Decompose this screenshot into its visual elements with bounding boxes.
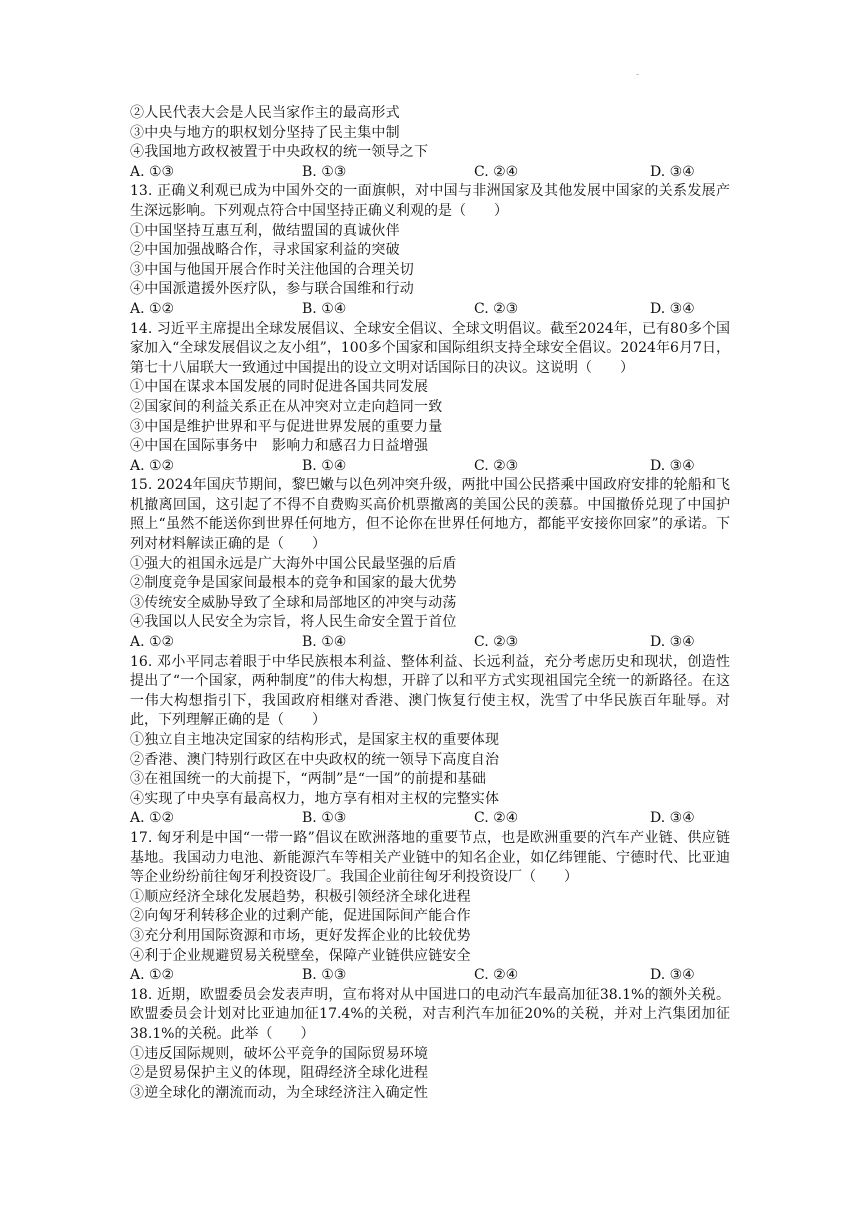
question-stem: 13. 正确义利观已成为中国外交的一面旗帜，对中国与非洲国家及其他发展中国家的关系发展产生深远影响。下列观点符合中国坚持正确义利观的是（ ） bbox=[130, 183, 730, 219]
question-stem: 16. 邓小平同志着眼于中华民族根本利益、整体利益、长远利益，充分考虑历史和现状，创造性提出了“一个国家，两种制度”的伟大构想，开辟了以和平方式实现祖国完全统一的新路径。在这一伟大构想指引下，我国政府相继对香港、澳门恢复行使主权，洗雪了中华民族百年耻辱。对此，下列理解正确的是（ ） bbox=[130, 653, 730, 729]
option-item: ③逆全球化的潮流而动，为全球经济注入确定性 bbox=[130, 1084, 429, 1101]
option-item: ②国家间的利益关系正在从冲突对立走向趋同一致 bbox=[130, 398, 443, 415]
choice-a: A. ①② bbox=[130, 300, 175, 317]
option-item: ③中国是维护世界和平与促进世界发展的重要力量 bbox=[130, 418, 443, 435]
option-item: ③中国与他国开展合作时关注他国的合理关切 bbox=[130, 261, 414, 278]
question-content bbox=[130, 104, 730, 1103]
choice-b: B. ①④ bbox=[302, 300, 347, 317]
choice-d: D. ③④ bbox=[650, 300, 695, 317]
option-item: ①顺应经济全球化发展趋势，积极引领经济全球化进程 bbox=[130, 888, 471, 905]
choice-a: A. ①② bbox=[130, 634, 175, 651]
question-stem: 17. 匈牙利是中国“一带一路”倡议在欧洲落地的重要节点，也是欧洲重要的汽车产业链、供应链基地。我国动力电池、新能源汽车等相关产业链中的知名企业，如亿纬锂能、宁德时代、比亚迪等企业纷纷前往匈牙利投资设厂。我国企业前往匈牙利投资设厂（ ） bbox=[130, 829, 730, 886]
choice-a: A. ①② bbox=[130, 810, 175, 827]
choice-b: B. ①④ bbox=[302, 457, 347, 474]
page-mark bbox=[636, 74, 639, 75]
option-item: ④利于企业规避贸易关税壁垒，保障产业链供应链安全 bbox=[130, 947, 471, 964]
option-item: ④中国派遣援外医疗队，参与联合国维和行动 bbox=[130, 281, 414, 298]
option-item: ①违反国际规则，破坏公平竞争的国际贸易环境 bbox=[130, 1045, 429, 1062]
answer-choices bbox=[130, 300, 730, 320]
choice-c: C. ②④ bbox=[474, 810, 519, 827]
option-item: ③充分利用国际资源和市场，更好发挥企业的比较优势 bbox=[130, 927, 471, 944]
question-stem: 14. 习近平主席提出全球发展倡议、全球安全倡议、全球文明倡议。截至2024年，已有80多个国家加入“全球发展倡议之友小组”，100多个国家和国际组织支持全球安全倡议。2024年6月7日，第七十八届联大一致通过中国提出的设立文明对话国际日的决议。这说明（ ） bbox=[130, 320, 730, 376]
answer-choices bbox=[130, 809, 730, 829]
choice-b: B. ①③ bbox=[302, 967, 347, 984]
choice-c: C. ②③ bbox=[474, 457, 519, 474]
option-item: ③传统安全威胁导致了全球和局部地区的冲突与动荡 bbox=[130, 594, 457, 611]
answer-choices bbox=[130, 633, 730, 653]
question-stem: 18. 近期，欧盟委员会发表声明，宣布将对从中国进口的电动汽车最高加征38.1%的额外关税。欧盟委员会计划对比亚迪加征17.4%的关税，对吉利汽车加征20%的关税，并对上汽集团加征38.1%的关税。此举（ ） bbox=[130, 986, 730, 1042]
choice-d: D. ③④ bbox=[650, 810, 695, 827]
choice-b: B. ①③ bbox=[302, 810, 347, 827]
choice-c: C. ②④ bbox=[474, 967, 519, 984]
answer-choices bbox=[130, 163, 730, 183]
option-item: ①独立自主地决定国家的结构形式，是国家主权的重要体现 bbox=[130, 732, 500, 748]
option-item: ④我国地方政权被置于中央政权的统一领导之下 bbox=[130, 144, 429, 161]
choice-a: A. ①② bbox=[130, 457, 175, 474]
option-item: ②中国加强战略合作，寻求国家利益的突破 bbox=[130, 242, 400, 259]
choice-d: D. ③④ bbox=[650, 634, 695, 651]
option-item: ①中国坚持互惠互利，做结盟国的真诚伙伴 bbox=[130, 222, 400, 239]
option-item: ④中国在国际事务中 影响力和感召力日益增强 bbox=[130, 438, 429, 455]
option-item: ②人民代表大会是人民当家作主的最高形式 bbox=[130, 105, 400, 121]
option-item: ②向匈牙利转移企业的过剩产能，促进国际间产能合作 bbox=[130, 908, 471, 925]
option-item: ④实现了中央享有最高权力，地方享有相对主权的完整实体 bbox=[130, 790, 500, 807]
choice-a: A. ①③ bbox=[130, 163, 175, 180]
option-item: ④我国以人民安全为宗旨，将人民生命安全置于首位 bbox=[130, 614, 457, 631]
question-stem: 15. 2024年国庆节期间，黎巴嫩与以色列冲突升级，两批中国公民搭乘中国政府安排的轮船和飞机撤离回国，这引起了不得不自费购买高价机票撤离的美国公民的羡慕。中国撤侨兑现了中国护照上“虽然不能送你到世界任何地方，但不论你在世界任何地方，都能平安接你回家”的承诺。下列对材料解读正确的是（ ） bbox=[130, 477, 730, 553]
choice-c: C. ②③ bbox=[474, 634, 519, 651]
choice-d: D. ③④ bbox=[650, 967, 695, 984]
option-item: ②是贸易保护主义的体现，阻碍经济全球化进程 bbox=[130, 1065, 429, 1082]
choice-b: B. ①③ bbox=[302, 163, 347, 180]
choice-a: A. ①② bbox=[130, 967, 175, 984]
choice-c: C. ②③ bbox=[474, 300, 519, 317]
option-item: ①强大的祖国永远是广大海外中国公民最坚强的后盾 bbox=[130, 555, 457, 572]
option-item: ②制度竞争是国家间最根本的竞争和国家的最大优势 bbox=[130, 575, 457, 592]
option-item: ③中央与地方的职权划分坚持了民主集中制 bbox=[130, 124, 400, 141]
option-item: ③在祖国统一的大前提下，“两制”是“一国”的前提和基础 bbox=[130, 771, 487, 788]
option-item: ①中国在谋求本国发展的同时促进各国共同发展 bbox=[130, 379, 429, 396]
choice-b: B. ①④ bbox=[302, 634, 347, 651]
choice-c: C. ②④ bbox=[474, 163, 519, 180]
answer-choices bbox=[130, 966, 730, 986]
option-item: ②香港、澳门特别行政区在中央政权的统一领导下高度自治 bbox=[130, 751, 500, 768]
choice-d: D. ③④ bbox=[650, 163, 695, 180]
answer-choices bbox=[130, 457, 730, 477]
choice-d: D. ③④ bbox=[650, 457, 695, 474]
